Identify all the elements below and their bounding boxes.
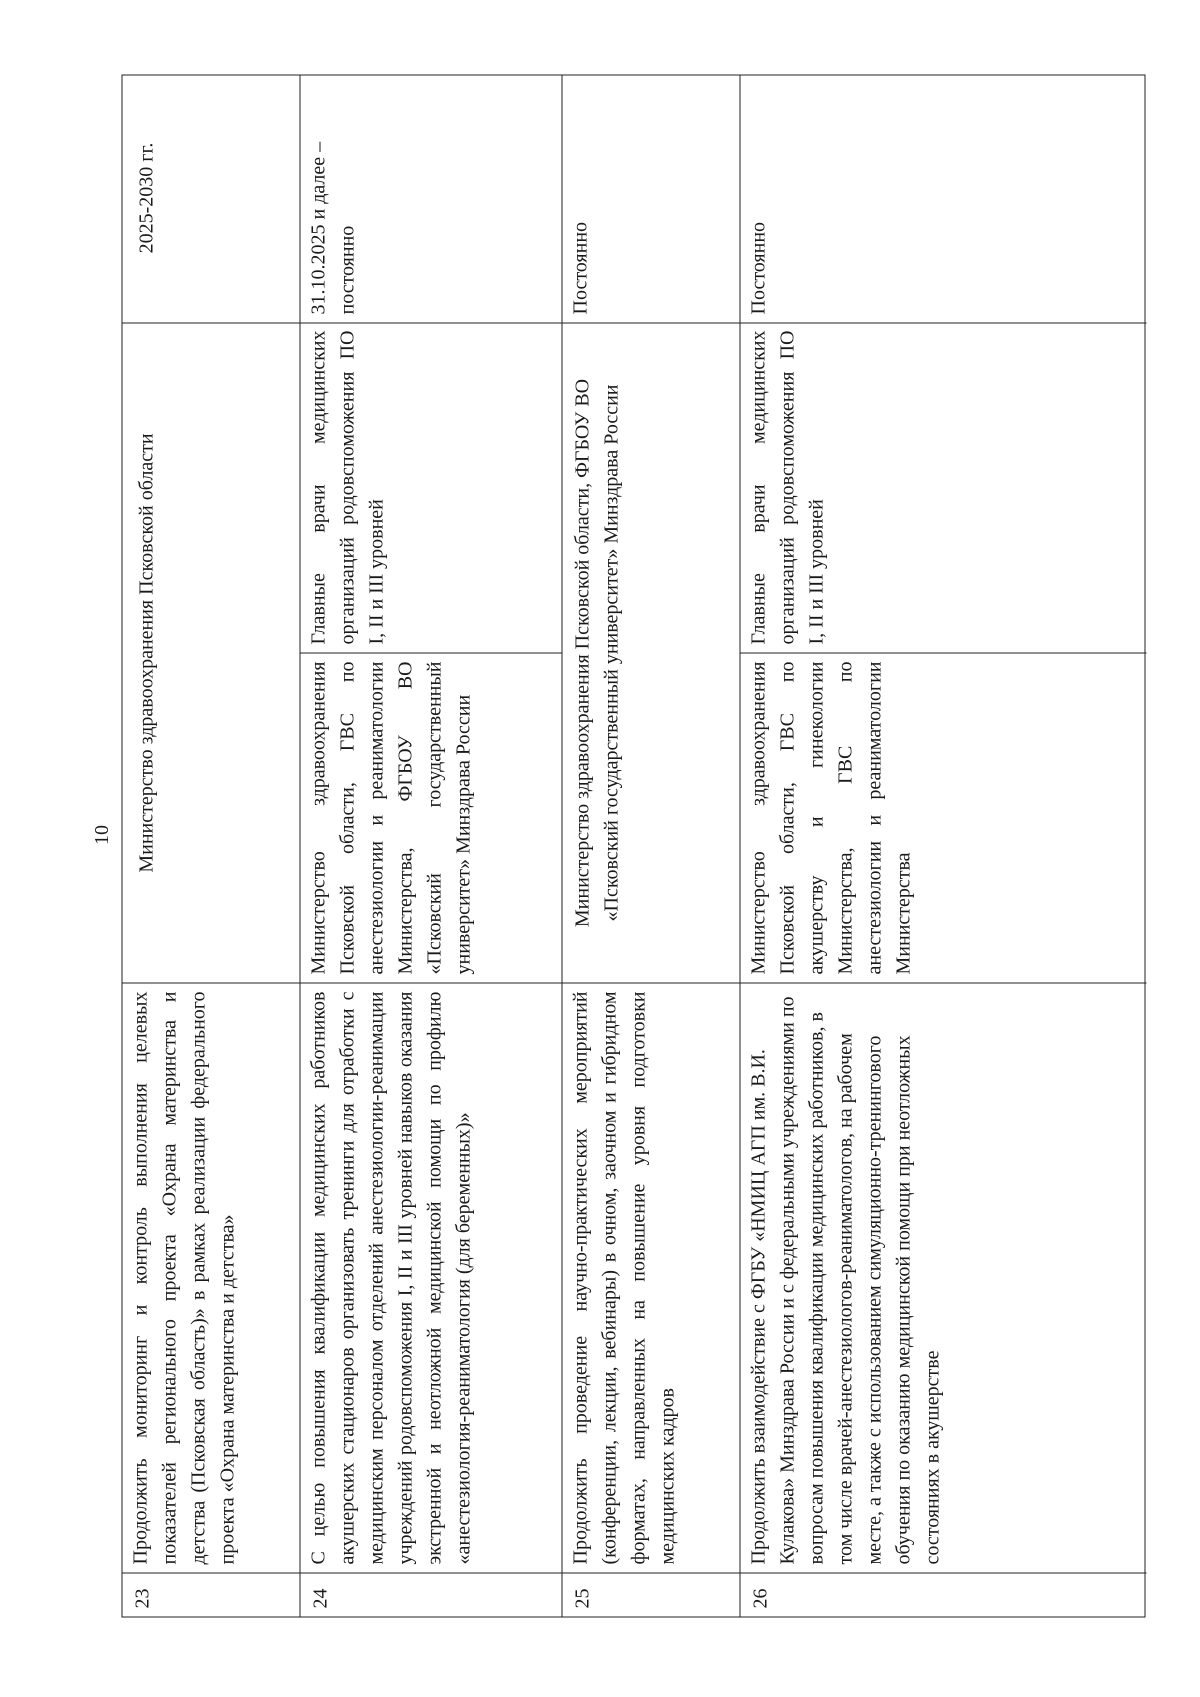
responsible-cell: Министерство здравоохранения Псковской области <box>123 323 300 983</box>
table-row-25 <box>563 76 741 1617</box>
responsible-right: Главные врачи медицинских организаций родовспоможения ПО I, II и III уровней <box>307 330 388 645</box>
responsible-cell <box>741 323 1147 983</box>
deadline-cell: 31.10.2025 и далее – постоянно <box>307 141 359 315</box>
row-number: 25 <box>563 1573 740 1617</box>
table-row-23 <box>123 76 301 1617</box>
responsible-left: Министерство здравоохранения Псковской области, ГВС по акушерству и гинекологии Министерства, ГВС по анестезиологии и реаниматологии Министерства <box>741 653 1147 983</box>
deadline-cell: 2025-2030 гг. <box>135 142 158 254</box>
row-number: 24 <box>301 1573 562 1617</box>
responsible-cell: Министерство здравоохранения Псковской области, ФГБОУ ВО «Псковский государственный университет» Минздрава России <box>563 323 740 983</box>
table-row-24 <box>301 76 563 1617</box>
activity-cell: С целью повышения квалификации медицинских работников акушерских стационаров организовать тренинги для отработки с медицинским персоналом отделений анестезиологии-реанимации учреждений родовспоможения I, II и III уровней навыков оказания экстренной и неотложной медицинской помощи по профилю «анестезиология-реаниматология (для беременных)» <box>301 983 562 1573</box>
deadline-cell: Постоянно <box>747 221 770 315</box>
responsible-cell <box>301 323 562 983</box>
rotated-table-stage <box>122 75 1146 1618</box>
page-number: 10 <box>91 825 113 845</box>
table-row-26 <box>741 76 1147 1617</box>
deadline-cell: Постоянно <box>569 221 592 315</box>
activity-cell: Продолжить мониторинг и контроль выполнения целевых показателей регионального проекта «Охрана материнства и детства (Псковская область)» в рамках реализации федерального проекта «Охрана материнства и детства» <box>123 983 300 1573</box>
responsible-left: Министерство здравоохранения Псковской области, ГВС по анестезиологии и реаниматологии Министерства, ФГБОУ ВО «Псковский государственный университет» Минздрава России <box>301 653 562 983</box>
activity-cell: Продолжить взаимодействие с ФГБУ «НМИЦ АГП им. В.И. Кулакова» Минздрава России и с федеральными учреждениями по вопросам повышения квалификации медицинских работников, в том числе врачей-анестезиологов-реаниматологов, на рабочем месте, а также с использованием симуляционно-тренингового обучения по оказанию медицинской помощи при неотложных состояниях в акушерстве <box>741 983 1147 1573</box>
row-number: 26 <box>741 1573 1147 1617</box>
row-number: 23 <box>123 1573 300 1617</box>
activity-cell: Продолжить проведение научно-практических мероприятий (конференции, лекции, вебинары) в очном, заочном и гибридном форматах, направленных на повышение уровня подготовки медицинских кадров <box>563 983 740 1573</box>
responsible-right: Главные врачи медицинских организаций родовспоможения ПО I, II и III уровней <box>747 330 828 645</box>
measures-table <box>122 75 1146 1618</box>
